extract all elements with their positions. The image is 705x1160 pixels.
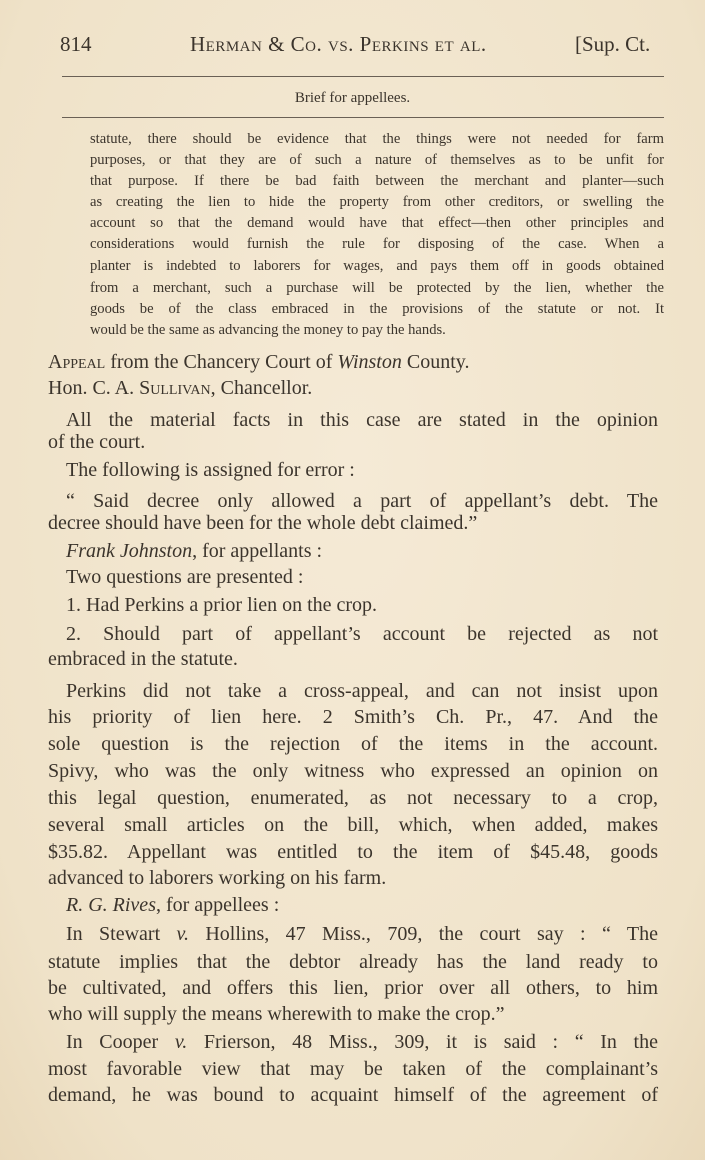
headnote-line: purposes, or that they are of such a nature of themselves as to be unfit for [90,152,664,168]
appeal-line [48,350,658,374]
text: County. [401,351,470,373]
body-line: be cultivated, and offers this lien, prior over all others, to him [48,977,658,999]
body-line: The following is assigned for error : [66,459,355,481]
body-line: All the material facts in this case are stated in the opinion [66,409,658,431]
headnote-line: goods be of the class embraced in the provisions of the statute or not. It [90,301,664,317]
body-line: decree should have been for the whole debt claimed.” [48,512,478,534]
subheader-rule [62,117,664,118]
headnote-line: would be the same as advancing the money to pay the hands. [90,322,446,338]
body-line: this legal question, enumerated, as not necessary to a crop, [48,787,658,809]
versus: v. [176,923,189,945]
citation-line [66,1030,658,1054]
body-line: sole question is the rejection of the items in the account. [48,733,658,755]
body-line: Two questions are presented : [66,566,304,588]
text: In Stewart [66,923,177,945]
body-line: “ Said decree only allowed a part of appellant’s debt. The [66,490,658,512]
court-label: [Sup. Ct. [575,32,651,56]
text: , for appellees : [155,894,280,916]
body-line: Spivy, who was the only witness who expressed an opinion on [48,760,658,782]
headnote-line: from a merchant, such a purchase will be protected by the lien, whether the [90,280,664,296]
body-line: embraced in the statute. [48,648,238,670]
headnote-line: as creating the lien to hide the property from other creditors, or swelling the [90,194,664,210]
body-line: 1. Had Perkins a prior lien on the crop. [66,594,378,616]
text: from the Chancery Court of [105,351,338,373]
body-line: statute implies that the debtor already has the land ready to [48,951,658,973]
body-line: most favorable view that may be taken of the complainant’s [48,1058,658,1080]
counsel-name: Frank Johnston [66,540,193,562]
judge-name: Sullivan [139,377,211,399]
appeal-label: Appeal [48,351,106,373]
text: Hon. C. A. [48,377,140,399]
body-line: of the court. [48,431,146,453]
judge-line [48,376,658,400]
text: Hollins, 47 Miss., 709, the court say : “ The [188,923,659,945]
header-rule [62,76,664,77]
text: , for appellants : [192,540,323,562]
county-name: Winston [337,351,402,373]
headnote-line: considerations would furnish the rule for disposing of the case. When a [90,236,664,252]
body-line: his priority of lien here. 2 Smith’s Ch. Pr., 47. And the [48,706,658,728]
headnote-line: planter is indebted to laborers for wages, and pays them off in goods obtained [90,258,664,274]
counsel-appellees [66,893,658,917]
page-number: 814 [60,32,92,56]
text: Frierson, 48 Miss., 309, it is said : “ In the [187,1031,658,1053]
body-line: demand, he was bound to acquaint himself of the agreement of [48,1084,658,1106]
versus: v. [174,1031,188,1053]
body-line: advanced to laborers working on his farm. [48,867,387,889]
citation-line [66,922,658,946]
body-line: 2. Should part of appellant’s account be rejected as not [66,623,658,645]
body-line: $35.82. Appellant was entitled to the item of $45.48, goods [48,841,658,863]
body-line: Perkins did not take a cross-appeal, and can not insist upon [66,680,658,702]
running-title: Herman & Co. vs. Perkins et al. [190,32,487,56]
headnote-line: account so that the demand would have that effect—then other principles and [90,215,664,231]
section-subheader: Brief for appellees. [294,90,411,106]
headnote-line: that purpose. If there be bad faith between the merchant and planter—such [90,173,664,189]
body-line: who will supply the means wherewith to make the crop.” [48,1003,505,1025]
headnote-line: statute, there should be evidence that the things were not needed for farm [90,131,664,147]
text: , Chancellor. [210,377,313,399]
text: In Cooper [66,1031,175,1053]
counsel-appellants [66,539,658,563]
body-line: several small articles on the bill, which, when added, makes [48,814,658,836]
counsel-name: R. G. Rives [66,894,156,916]
